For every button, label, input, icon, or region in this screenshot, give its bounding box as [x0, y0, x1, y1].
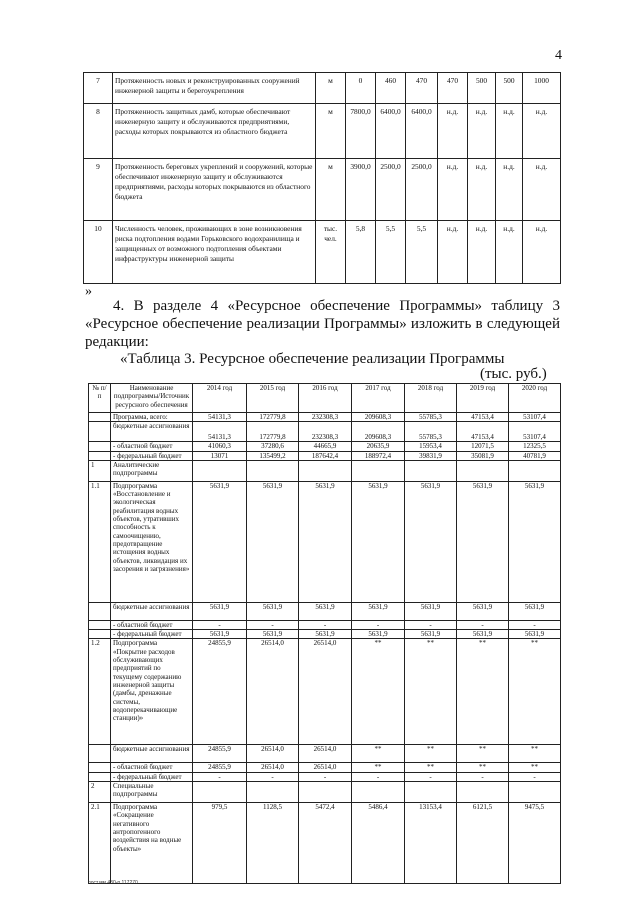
value-cell: 5631,9: [405, 630, 457, 639]
value-cell: 0: [346, 73, 376, 104]
value-cell: -: [193, 772, 247, 781]
row-number: 10: [84, 221, 113, 284]
page-number: 4: [555, 48, 562, 63]
value-cell: -: [247, 772, 299, 781]
value-cell: [193, 782, 247, 803]
value-cell: [352, 460, 405, 481]
row-name: - областной бюджет: [111, 442, 193, 451]
value-cell: 40781,9: [509, 451, 561, 460]
value-cell: н.д.: [523, 159, 561, 221]
value-cell: 6121,5: [457, 803, 509, 884]
value-cell: 5631,9: [299, 630, 352, 639]
value-cell: 5486,4: [352, 803, 405, 884]
value-cell: 37280,6: [247, 442, 299, 451]
table-row: [89, 451, 561, 460]
row-number: [89, 413, 111, 422]
value-cell: 26514,0: [299, 745, 352, 763]
value-cell: 39831,9: [405, 451, 457, 460]
value-cell: 26514,0: [299, 763, 352, 772]
value-cell: [509, 782, 561, 803]
column-header: 2016 год: [299, 384, 352, 413]
row-number: [89, 772, 111, 781]
value-cell: -: [509, 620, 561, 629]
value-cell: н.д.: [468, 221, 496, 284]
value-cell: 1000: [523, 73, 561, 104]
row-name: бюджетные ассигнования: [111, 422, 193, 442]
value-cell: н.д.: [496, 104, 523, 159]
value-cell: 12071,5: [457, 442, 509, 451]
value-cell: 41060,3: [193, 442, 247, 451]
table-row: [89, 630, 561, 639]
value-cell: 54131,3: [193, 422, 247, 442]
value-cell: [247, 782, 299, 803]
unit: м: [316, 104, 346, 159]
row-name: - федеральный бюджет: [111, 451, 193, 460]
row-name: - областной бюджет: [111, 763, 193, 772]
value-cell: **: [352, 639, 405, 745]
row-number: [89, 745, 111, 763]
value-cell: 172779,8: [247, 413, 299, 422]
value-cell: 2500,0: [376, 159, 406, 221]
unit: м: [316, 73, 346, 104]
value-cell: 187642,4: [299, 451, 352, 460]
table-row: [89, 620, 561, 629]
value-cell: 24855,9: [193, 745, 247, 763]
row-number: [89, 620, 111, 629]
unit: тыс. чел.: [316, 221, 346, 284]
row-number: 1.2: [89, 639, 111, 745]
indicators-table: [83, 72, 561, 284]
row-number: 2: [89, 782, 111, 803]
value-cell: 6400,0: [376, 104, 406, 159]
column-header: 2019 год: [457, 384, 509, 413]
value-cell: 5631,9: [352, 481, 405, 602]
column-header: 2017 год: [352, 384, 405, 413]
table-row: [89, 481, 561, 602]
row-number: 1.1: [89, 481, 111, 602]
table-row: [89, 639, 561, 745]
value-cell: -: [457, 620, 509, 629]
value-cell: -: [193, 620, 247, 629]
value-cell: н.д.: [438, 221, 468, 284]
value-cell: **: [405, 763, 457, 772]
value-cell: [352, 782, 405, 803]
value-cell: 53107,4: [509, 422, 561, 442]
column-header: 2015 год: [247, 384, 299, 413]
value-cell: 44665,9: [299, 442, 352, 451]
value-cell: 1128,5: [247, 803, 299, 884]
indicator-row: [84, 104, 561, 159]
value-cell: 5631,9: [457, 481, 509, 602]
row-number: [89, 442, 111, 451]
value-cell: -: [405, 772, 457, 781]
value-cell: 26514,0: [247, 763, 299, 772]
row-name: - федеральный бюджет: [111, 630, 193, 639]
value-cell: н.д.: [523, 221, 561, 284]
value-cell: 24855,9: [193, 763, 247, 772]
document-footer: пост.мм.430-п 117270: [88, 880, 138, 886]
value-cell: 55785,3: [405, 422, 457, 442]
value-cell: н.д.: [468, 104, 496, 159]
value-cell: [247, 460, 299, 481]
value-cell: н.д.: [496, 221, 523, 284]
indicator-row: [84, 73, 561, 104]
row-name: Подпрограмма «Восстановление и экологическая реабилитация водных объектов, утративших способность к самоочищению, предотвращение истощения водных объектов, ликвидация их засорения и загрязнения»: [111, 481, 193, 602]
value-cell: 172779,8: [247, 422, 299, 442]
value-cell: 209608,3: [352, 422, 405, 442]
value-cell: 13153,4: [405, 803, 457, 884]
value-cell: 5631,9: [299, 481, 352, 602]
value-cell: [405, 782, 457, 803]
header-row: [89, 384, 561, 413]
row-number: 2.1: [89, 803, 111, 884]
value-cell: 500: [496, 73, 523, 104]
row-number: 8: [84, 104, 113, 159]
table-row: [89, 782, 561, 803]
row-name: - областной бюджет: [111, 620, 193, 629]
value-cell: 500: [468, 73, 496, 104]
value-cell: 135499,2: [247, 451, 299, 460]
value-cell: 232308,3: [299, 413, 352, 422]
value-cell: 54131,3: [193, 413, 247, 422]
value-cell: -: [299, 620, 352, 629]
value-cell: -: [352, 772, 405, 781]
value-cell: 5631,9: [247, 602, 299, 620]
value-cell: 2500,0: [406, 159, 438, 221]
row-number: [89, 451, 111, 460]
table-row: [89, 422, 561, 442]
value-cell: **: [405, 639, 457, 745]
value-cell: **: [509, 745, 561, 763]
value-cell: 5631,9: [457, 602, 509, 620]
value-cell: [405, 460, 457, 481]
table-row: [89, 772, 561, 781]
value-cell: -: [299, 772, 352, 781]
value-cell: н.д.: [438, 104, 468, 159]
value-cell: **: [509, 639, 561, 745]
value-cell: 5631,9: [509, 602, 561, 620]
value-cell: 470: [406, 73, 438, 104]
value-cell: 5631,9: [509, 481, 561, 602]
resource-table: [88, 383, 561, 884]
value-cell: -: [247, 620, 299, 629]
unit: м: [316, 159, 346, 221]
value-cell: н.д.: [496, 159, 523, 221]
row-name: бюджетные ассигнования: [111, 745, 193, 763]
indicator-row: [84, 159, 561, 221]
table-row: [89, 745, 561, 763]
value-cell: **: [509, 763, 561, 772]
value-cell: 3900,0: [346, 159, 376, 221]
value-cell: -: [405, 620, 457, 629]
value-cell: 5631,9: [405, 481, 457, 602]
table-row: [89, 460, 561, 481]
row-name: Подпрограмма «Сокращение негативного антропогенного воздействия на водные объекты»: [111, 803, 193, 884]
indicator-name: Протяженность защитных дамб, которые обеспечивают инженерную защиту и обслуживаются предприятиями, расходы которых покрываются из областного бюджета: [113, 104, 316, 159]
value-cell: 209608,3: [352, 413, 405, 422]
row-name: Программа, всего:: [111, 413, 193, 422]
value-cell: -: [352, 620, 405, 629]
value-cell: 470: [438, 73, 468, 104]
value-cell: 6400,0: [406, 104, 438, 159]
value-cell: 5,5: [376, 221, 406, 284]
value-cell: **: [457, 763, 509, 772]
column-header: 2018 год: [405, 384, 457, 413]
value-cell: 5631,9: [247, 481, 299, 602]
value-cell: 26514,0: [247, 639, 299, 745]
value-cell: 460: [376, 73, 406, 104]
value-cell: 5631,9: [352, 630, 405, 639]
value-cell: 20635,9: [352, 442, 405, 451]
row-name: - федеральный бюджет: [111, 772, 193, 781]
column-header: 2014 год: [193, 384, 247, 413]
value-cell: 5631,9: [405, 602, 457, 620]
column-header: Наименование подпрограммы/Источник ресурсного обеспечения: [111, 384, 193, 413]
value-cell: 5631,9: [193, 481, 247, 602]
value-cell: 5631,9: [352, 602, 405, 620]
value-cell: 5631,9: [457, 630, 509, 639]
value-cell: 55785,3: [405, 413, 457, 422]
table-row: [89, 602, 561, 620]
row-number: [89, 763, 111, 772]
value-cell: 9475,5: [509, 803, 561, 884]
table-unit: (тыс. руб.): [480, 366, 547, 382]
value-cell: [299, 460, 352, 481]
value-cell: 7800,0: [346, 104, 376, 159]
value-cell: 5472,4: [299, 803, 352, 884]
indicator-row: [84, 221, 561, 284]
table-row: [89, 763, 561, 772]
value-cell: 53107,4: [509, 413, 561, 422]
value-cell: [193, 460, 247, 481]
table-row: [89, 413, 561, 422]
value-cell: 979,5: [193, 803, 247, 884]
value-cell: **: [352, 763, 405, 772]
value-cell: 35081,9: [457, 451, 509, 460]
value-cell: 5631,9: [247, 630, 299, 639]
value-cell: 15953,4: [405, 442, 457, 451]
column-header: № п/п: [89, 384, 111, 413]
value-cell: **: [352, 745, 405, 763]
value-cell: 13071: [193, 451, 247, 460]
row-number: 9: [84, 159, 113, 221]
value-cell: 5631,9: [299, 602, 352, 620]
row-name: Подпрограмма «Покрытие расходов обслуживающих предприятий по текущему содержанию инженерной защиты (дамбы, дренажные системы, водоперекачивающие станции)»: [111, 639, 193, 745]
row-number: [89, 630, 111, 639]
value-cell: **: [457, 639, 509, 745]
value-cell: 5631,9: [509, 630, 561, 639]
value-cell: н.д.: [468, 159, 496, 221]
row-number: 7: [84, 73, 113, 104]
value-cell: 5,8: [346, 221, 376, 284]
table-title: «Таблица 3. Ресурсное обеспечение реализации Программы: [120, 351, 505, 367]
table-row: [89, 442, 561, 451]
row-number: 1: [89, 460, 111, 481]
value-cell: 12325,5: [509, 442, 561, 451]
row-name: Специальные подпрограммы: [111, 782, 193, 803]
value-cell: 5631,9: [193, 602, 247, 620]
value-cell: 26514,0: [299, 639, 352, 745]
column-header: 2020 год: [509, 384, 561, 413]
indicator-name: Протяженность новых и реконструированных сооружений инженерной защиты и берегоукрепления: [113, 73, 316, 104]
value-cell: 232308,3: [299, 422, 352, 442]
value-cell: [299, 782, 352, 803]
value-cell: [457, 460, 509, 481]
indicator-name: Протяженность береговых укреплений и сооружений, которые обеспечивают инженерную защиту и обслуживаются предприятиями, расходы которых покрываются из областного бюджета: [113, 159, 316, 221]
amendment-paragraph: 4. В разделе 4 «Ресурсное обеспечение Программы» таблицу 3 «Ресурсное обеспечение реализации Программы» изложить в следующей редакции:: [85, 298, 560, 350]
value-cell: -: [457, 772, 509, 781]
value-cell: [509, 460, 561, 481]
value-cell: 5,5: [406, 221, 438, 284]
value-cell: **: [405, 745, 457, 763]
value-cell: 26514,0: [247, 745, 299, 763]
value-cell: [457, 782, 509, 803]
value-cell: 47153,4: [457, 413, 509, 422]
indicator-name: Численность человек, проживающих в зоне возникновения риска подтопления водами Горьковского водохранилища и защищенных от возможного подтопления объектами инфраструктуры инженерной защиты: [113, 221, 316, 284]
value-cell: -: [509, 772, 561, 781]
row-number: [89, 422, 111, 442]
row-number: [89, 602, 111, 620]
value-cell: 24855,9: [193, 639, 247, 745]
row-name: Аналитические подпрограммы: [111, 460, 193, 481]
value-cell: н.д.: [523, 104, 561, 159]
row-name: бюджетные ассигнования: [111, 602, 193, 620]
value-cell: **: [457, 745, 509, 763]
value-cell: 188972,4: [352, 451, 405, 460]
closing-quote: »: [85, 284, 92, 299]
value-cell: 5631,9: [193, 630, 247, 639]
value-cell: н.д.: [438, 159, 468, 221]
table-row: [89, 803, 561, 884]
value-cell: 47153,4: [457, 422, 509, 442]
